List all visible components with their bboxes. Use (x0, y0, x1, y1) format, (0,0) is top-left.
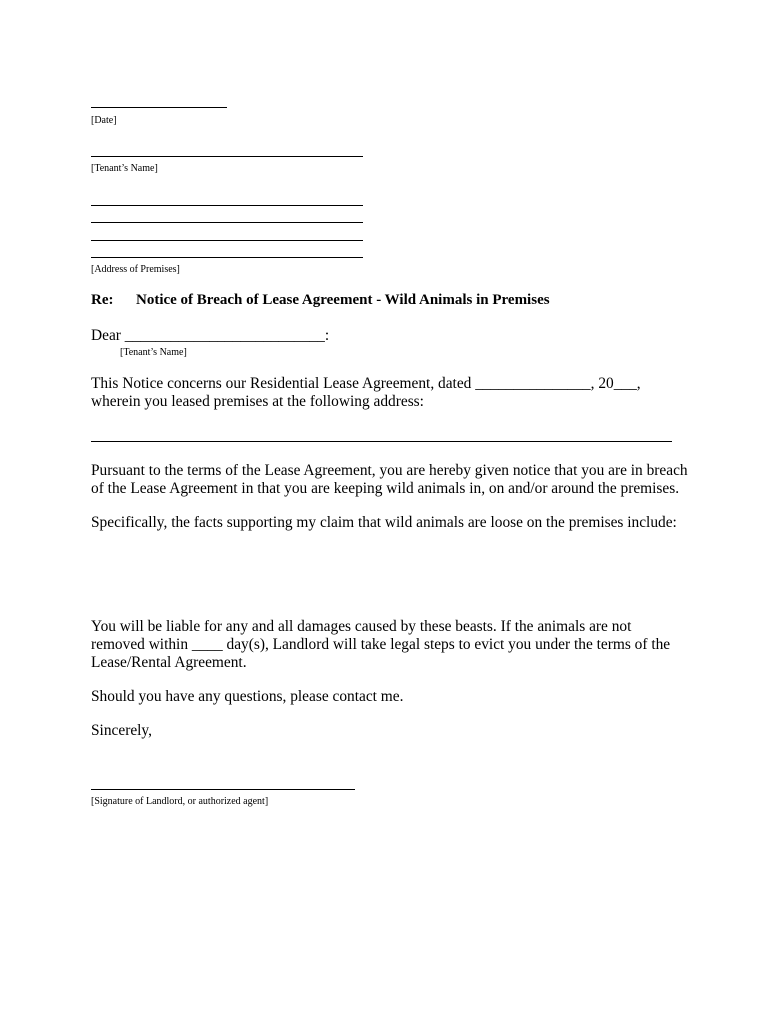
re-prefix: Re: (91, 292, 114, 308)
paragraph-4-line-3: Lease/Rental Agreement. (91, 654, 247, 671)
paragraph-5-line-1: Should you have any questions, please contact me. (91, 688, 404, 705)
address-line-1 (91, 205, 363, 206)
paragraph-2-line-1: Pursuant to the terms of the Lease Agreement, you are hereby given notice that you are in breach (91, 462, 688, 479)
signature-label: [Signature of Landlord, or authorized agent] (91, 796, 269, 807)
tenant-name-line (91, 156, 363, 157)
tenant-name-label: [Tenant’s Name] (91, 163, 158, 174)
paragraph-2-line-2: of the Lease Agreement in that you are keeping wild animals in, on and/or around the premises. (91, 480, 680, 497)
address-line-2 (91, 222, 363, 223)
salutation-sub-label: [Tenant’s Name] (120, 347, 187, 358)
closing: Sincerely, (91, 722, 152, 739)
paragraph-4-line-1: You will be liable for any and all damages caused by these beasts. If the animals are not (91, 618, 632, 635)
address-line-4 (91, 257, 363, 258)
address-label: [Address of Premises] (91, 264, 180, 275)
signature-line (91, 789, 355, 790)
salutation: Dear __________________________: (91, 327, 330, 344)
premises-address-line (91, 441, 672, 442)
date-label: [Date] (91, 115, 117, 126)
paragraph-1-line-1: This Notice concerns our Residential Lease Agreement, dated _______________, 20___, (91, 375, 641, 392)
date-line (91, 107, 227, 108)
address-line-3 (91, 240, 363, 241)
re-subject: Notice of Breach of Lease Agreement - Wild Animals in Premises (136, 292, 550, 308)
paragraph-4-line-2: removed within ____ day(s), Landlord will take legal steps to evict you under the terms of the (91, 636, 671, 653)
paragraph-1-line-2: wherein you leased premises at the following address: (91, 393, 424, 410)
paragraph-3-line-1: Specifically, the facts supporting my claim that wild animals are loose on the premises include: (91, 514, 677, 531)
